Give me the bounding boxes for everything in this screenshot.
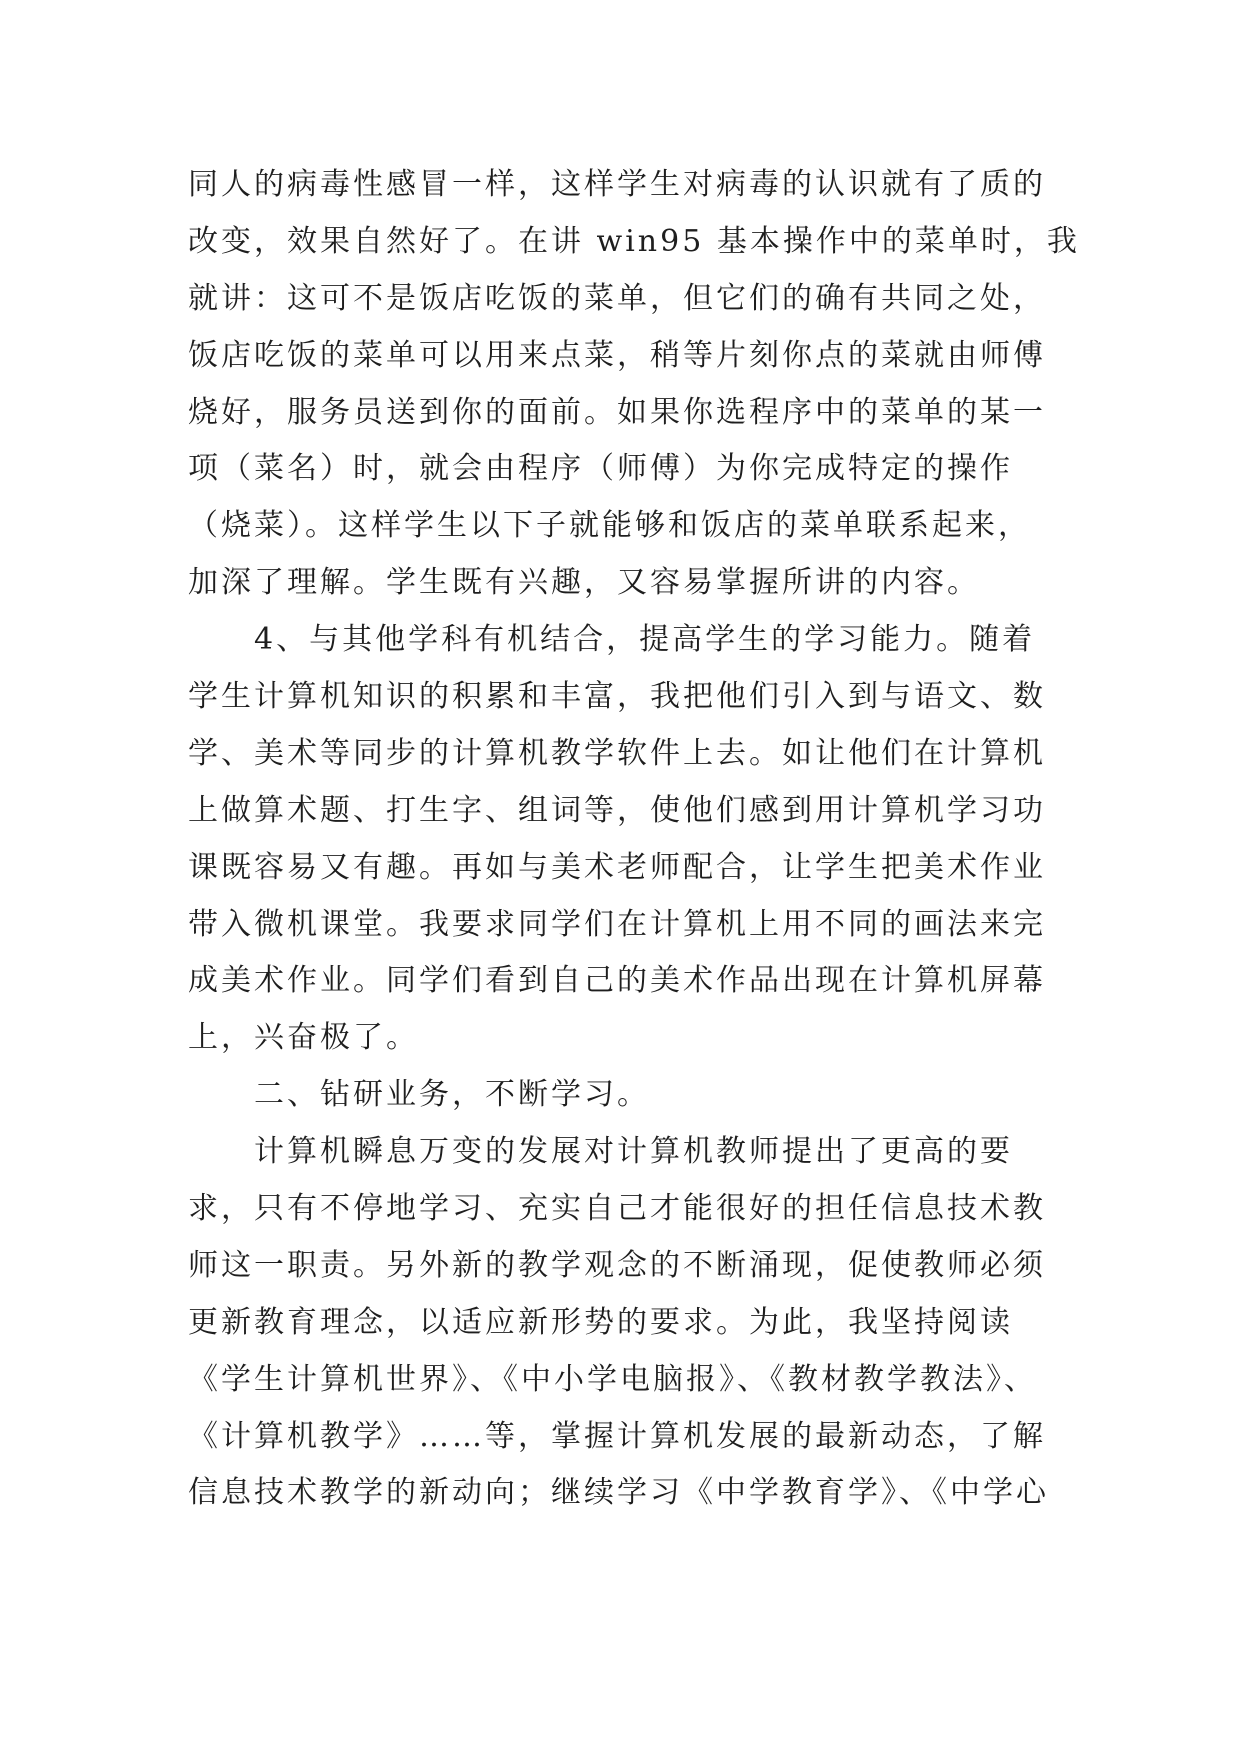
text-line: 《计算机教学》……等，掌握计算机发展的最新动态，了解 [188,1418,1046,1454]
text-line: 改变，效果自然好了。在讲 win95 基本操作中的菜单时，我 [188,223,1080,259]
text-line: 《学生计算机世界》、《中小学电脑报》、《教材教学教法》、 [188,1361,1037,1397]
section-heading: 二、钻研业务，不断学习。 [254,1077,650,1113]
text-line: 师这一职责。另外新的教学观念的不断涌现，促使教师必须 [188,1247,1046,1283]
paragraph-start-line: 4、与其他学科有机结合，提高学生的学习能力。随着 [254,622,1036,658]
text-line: 加深了理解。学生既有兴趣，又容易掌握所讲的内容。 [188,565,980,601]
text-line: 饭店吃饭的菜单可以用来点菜，稍等片刻你点的菜就由师傅 [188,337,1046,373]
text-line: 更新教育理念，以适应新形势的要求。为此，我坚持阅读 [188,1304,1013,1340]
paragraph-start-line: 计算机瞬息万变的发展对计算机教师提出了更高的要 [254,1134,1013,1170]
text-line: （烧菜）。这样学生以下子就能够和饭店的菜单联系起来， [188,508,1031,544]
text-line: 求，只有不停地学习、充实自己才能很好的担任信息技术教 [188,1191,1046,1227]
text-line: 学生计算机知识的积累和丰富，我把他们引入到与语文、数 [188,679,1046,715]
text-line: 课既容易又有趣。再如与美术老师配合，让学生把美术作业 [188,849,1046,885]
text-line: 上，兴奋极了。 [188,1020,419,1056]
body-text [188,157,1080,1522]
text-line: 同人的病毒性感冒一样，这样学生对病毒的认识就有了质的 [188,167,1046,202]
text-line: 上做算术题、打生字、组词等，使他们感到用计算机学习功 [188,792,1046,828]
text-line: 带入微机课堂。我要求同学们在计算机上用不同的画法来完 [188,906,1046,942]
text-line: 烧好，服务员送到你的面前。如果你选程序中的菜单的某一 [188,394,1046,430]
text-line: 就讲：这可不是饭店吃饭的菜单，但它们的确有共同之处， [188,280,1046,316]
text-line: 成美术作业。同学们看到自己的美术作品出现在计算机屏幕 [188,963,1046,999]
text-line: 项（菜名）时，就会由程序（师傅）为你完成特定的操作 [188,451,1013,487]
text-line: 信息技术教学的新动向；继续学习《中学教育学》、《中学心 [188,1475,1049,1511]
text-line: 学、美术等同步的计算机教学软件上去。如让他们在计算机 [188,735,1046,771]
